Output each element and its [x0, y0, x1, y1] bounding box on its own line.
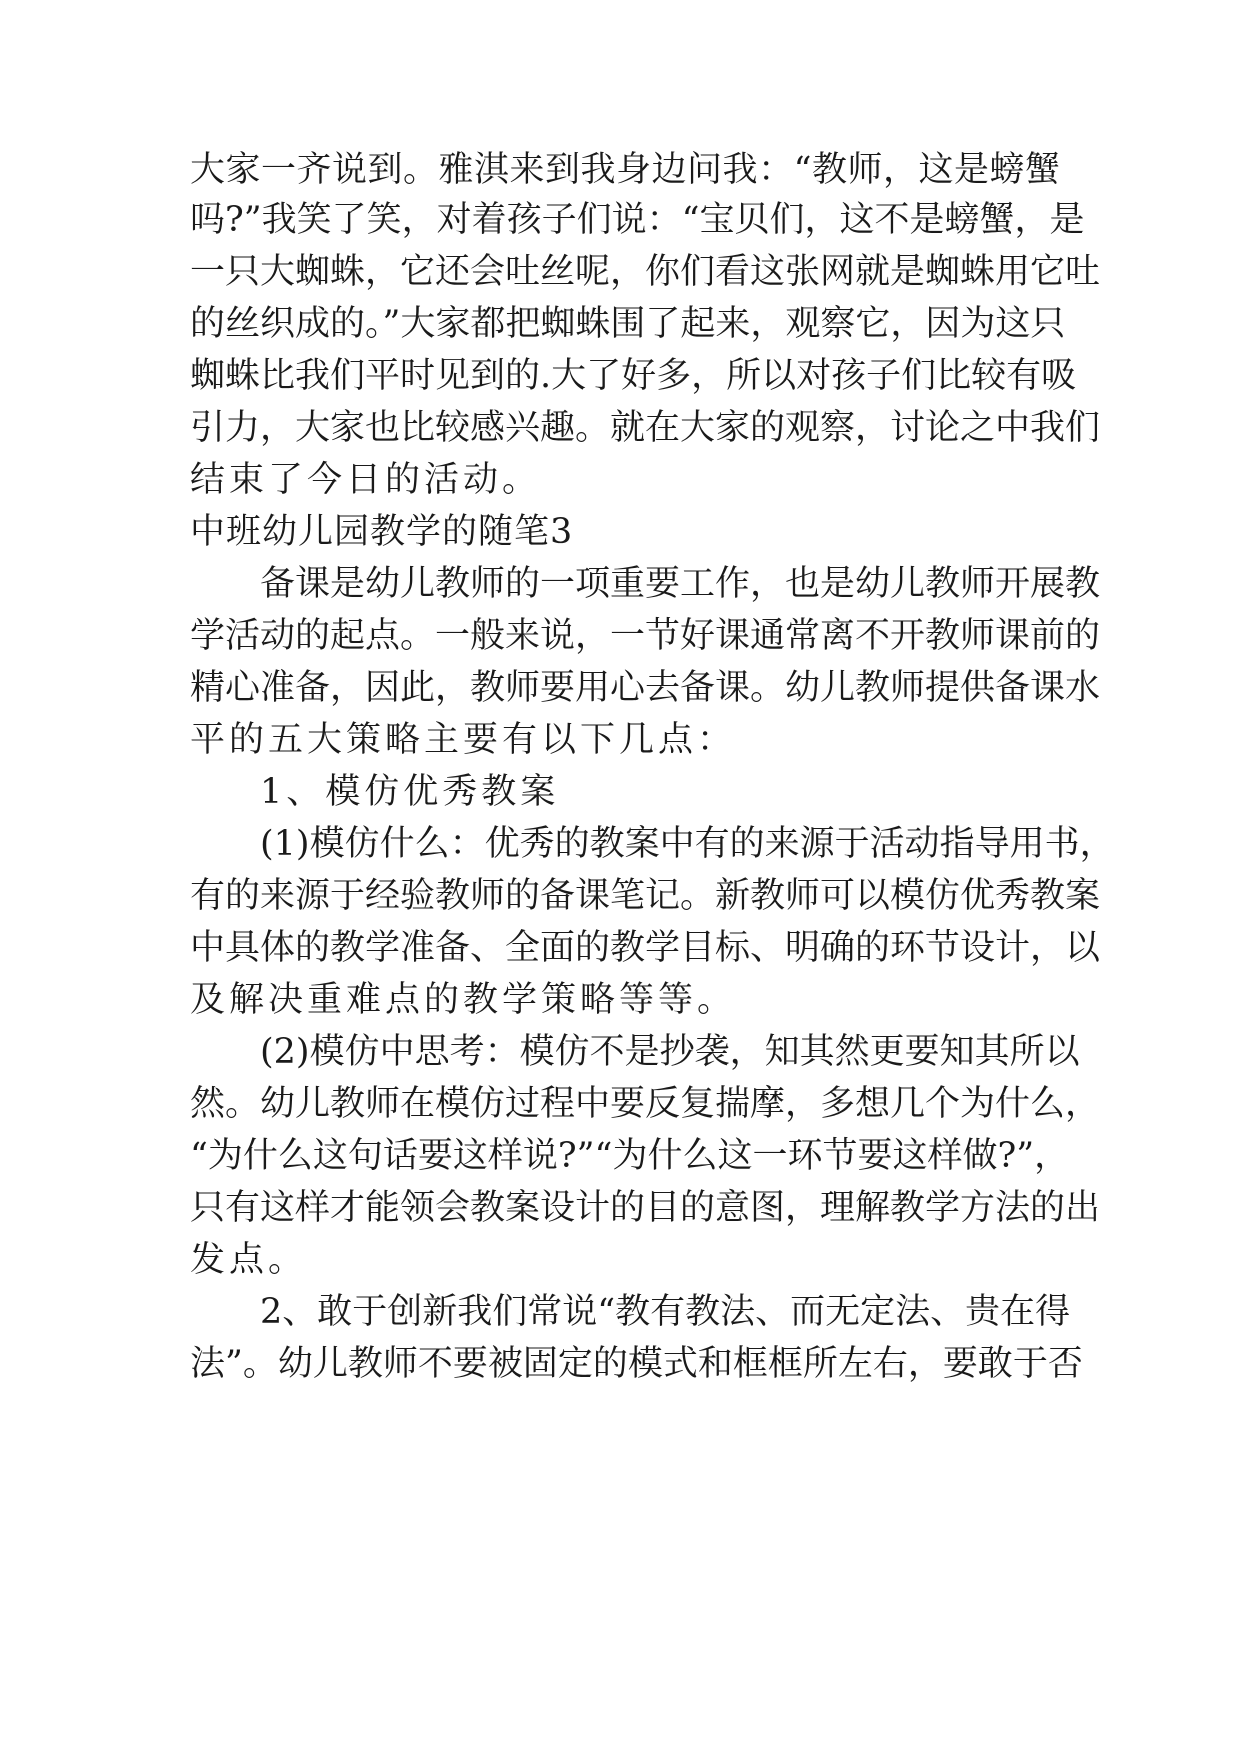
paragraph-line: 然。幼儿教师在模仿过程中要反复揣摩，多想几个为什么， — [190, 1084, 1101, 1124]
paragraph-line: 的丝织成的。”大家都把蜘蛛围了起来，观察它，因为这只 — [190, 304, 1066, 344]
paragraph-line: 结束了今日的活动。 — [190, 460, 542, 500]
subheading: 1、模仿优秀教案 — [260, 772, 560, 812]
paragraph-line: 学活动的起点。一般来说，一节好课通常离不开教师课前的 — [190, 616, 1101, 656]
paragraph-line: 蜘蛛比我们平时见到的.大了好多，所以对孩子们比较有吸 — [190, 356, 1077, 396]
section-heading: 中班幼儿园教学的随笔3 — [190, 512, 574, 552]
paragraph-line: (2)模仿中思考：模仿不是抄袭，知其然更要知其所以 — [260, 1032, 1080, 1072]
paragraph-line: 吗?”我笑了笑，对着孩子们说：“宝贝们，这不是螃蟹，是 — [190, 200, 1085, 240]
paragraph-line: “为什么这句话要这样说?”“为什么这一环节要这样做?”， — [190, 1136, 1070, 1176]
paragraph-line: 及解决重难点的教学策略等等。 — [190, 980, 737, 1020]
paragraph-line: 一只大蜘蛛，它还会吐丝呢，你们看这张网就是蜘蛛用它吐 — [190, 252, 1101, 292]
paragraph-line: 精心准备，因此，教师要用心去备课。幼儿教师提供备课水 — [190, 668, 1101, 708]
paragraph-line: 平的五大策略主要有以下几点： — [190, 720, 737, 760]
paragraph-line: 大家一齐说到。雅淇来到我身边问我：“教师，这是螃蟹 — [190, 150, 1060, 190]
paragraph-line: 法”。幼儿教师不要被固定的模式和框框所左右，要敢于否 — [190, 1344, 1083, 1384]
paragraph-line: 只有这样才能领会教案设计的目的意图，理解教学方法的出 — [190, 1188, 1101, 1228]
paragraph-line: 中具体的教学准备、全面的教学目标、明确的环节设计，以 — [190, 928, 1101, 968]
paragraph-line: 备课是幼儿教师的一项重要工作，也是幼儿教师开展教 — [260, 564, 1101, 604]
paragraph-line: (1)模仿什么：优秀的教案中有的来源于活动指导用书， — [260, 824, 1115, 864]
paragraph-line: 引力，大家也比较感兴趣。就在大家的观察，讨论之中我们 — [190, 408, 1101, 448]
paragraph-line: 有的来源于经验教师的备课笔记。新教师可以模仿优秀教案 — [190, 876, 1101, 916]
paragraph-line: 2、敢于创新我们常说“教有教法、而无定法、贵在得 — [260, 1292, 1071, 1332]
paragraph-line: 发点。 — [190, 1240, 308, 1280]
